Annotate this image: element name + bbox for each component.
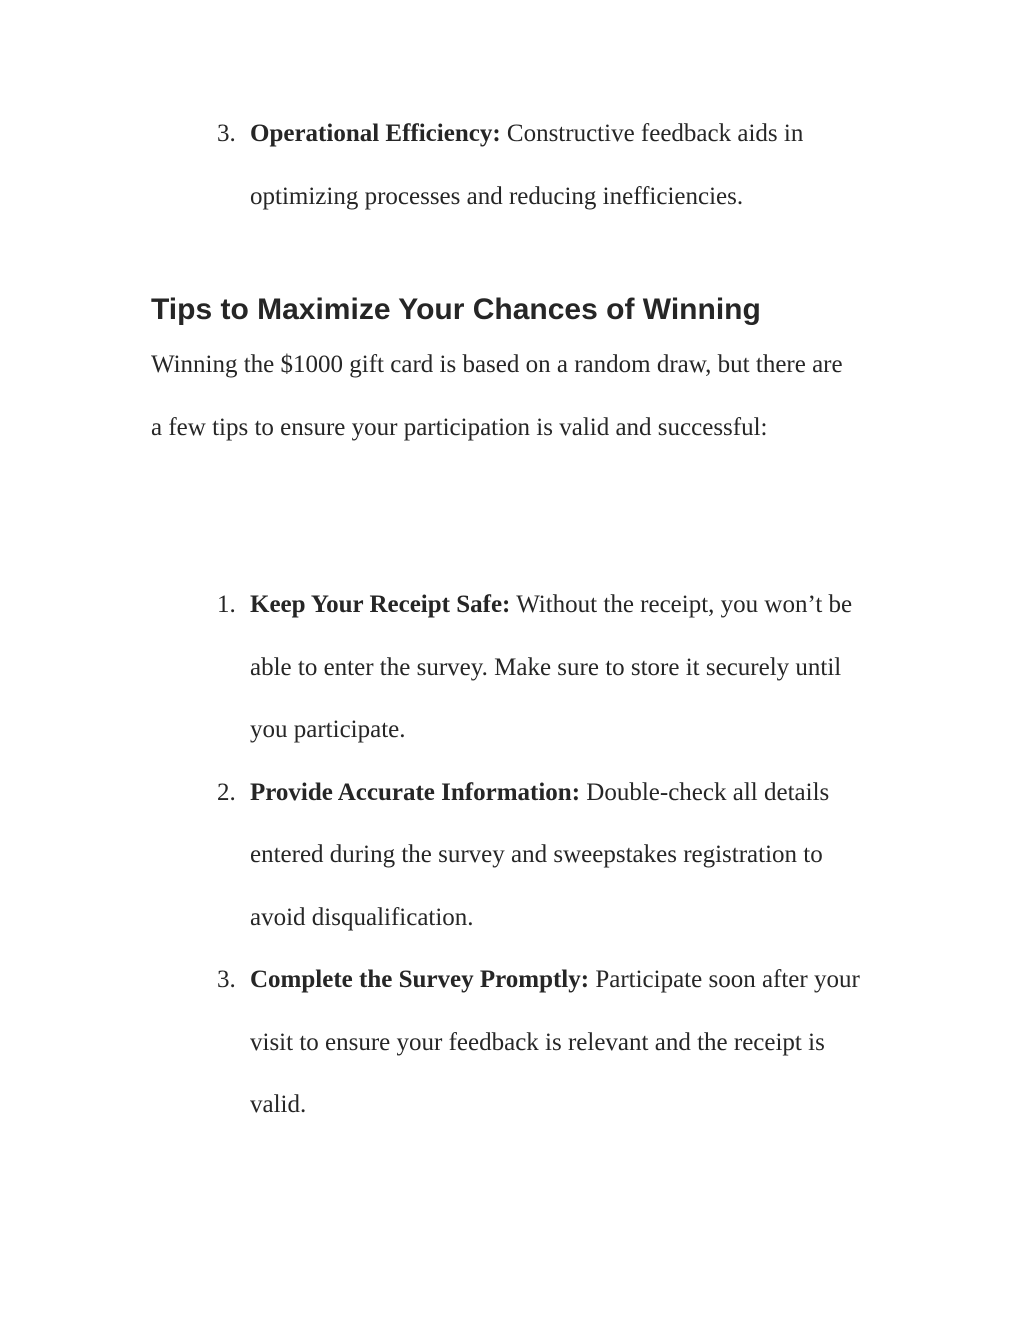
list-item-number: 1. (217, 591, 236, 618)
list-item (0, 574, 1024, 762)
list-item-title: Keep Your Receipt Safe: (250, 591, 511, 618)
list-item-title: Complete the Survey Promptly: (250, 966, 590, 993)
list-item-body (250, 103, 860, 228)
list-item-body (250, 949, 860, 1137)
list-item-text: Double-check all details entered during the survey and sweepstakes registration to avoid disqualification. (250, 778, 830, 931)
section-intro-paragraph: Winning the $1000 gift card is based on a random draw, but there are a few tips to ensure your participation is valid and successful: (151, 351, 843, 441)
list-item-number: 2. (217, 778, 236, 806)
list-item-number: 3. (217, 966, 236, 993)
tips-list (0, 574, 1024, 1137)
list-item-body (250, 574, 860, 762)
list-item-text: Constructive feedback aids in optimizing processes and reducing inefficiencies. (250, 120, 804, 210)
section-heading: Tips to Maximize Your Chances of Winning (151, 293, 761, 326)
list-item-text: Without the receipt, you won’t be able to enter the survey. Make sure to store it securely until you participate. (250, 591, 853, 743)
benefits-list-continuation (0, 103, 1024, 228)
list-item-body (250, 762, 860, 950)
list-item (0, 949, 1024, 1137)
list-item-title: Operational Efficiency: (250, 120, 501, 147)
list-item-number: 3. (217, 120, 236, 147)
list-item-text: Participate soon after your visit to ensure your feedback is relevant and the receipt is valid. (250, 966, 860, 1118)
list-item (0, 103, 1024, 228)
list-item-title: Provide Accurate Information: (250, 778, 581, 806)
list-item (0, 762, 1024, 950)
